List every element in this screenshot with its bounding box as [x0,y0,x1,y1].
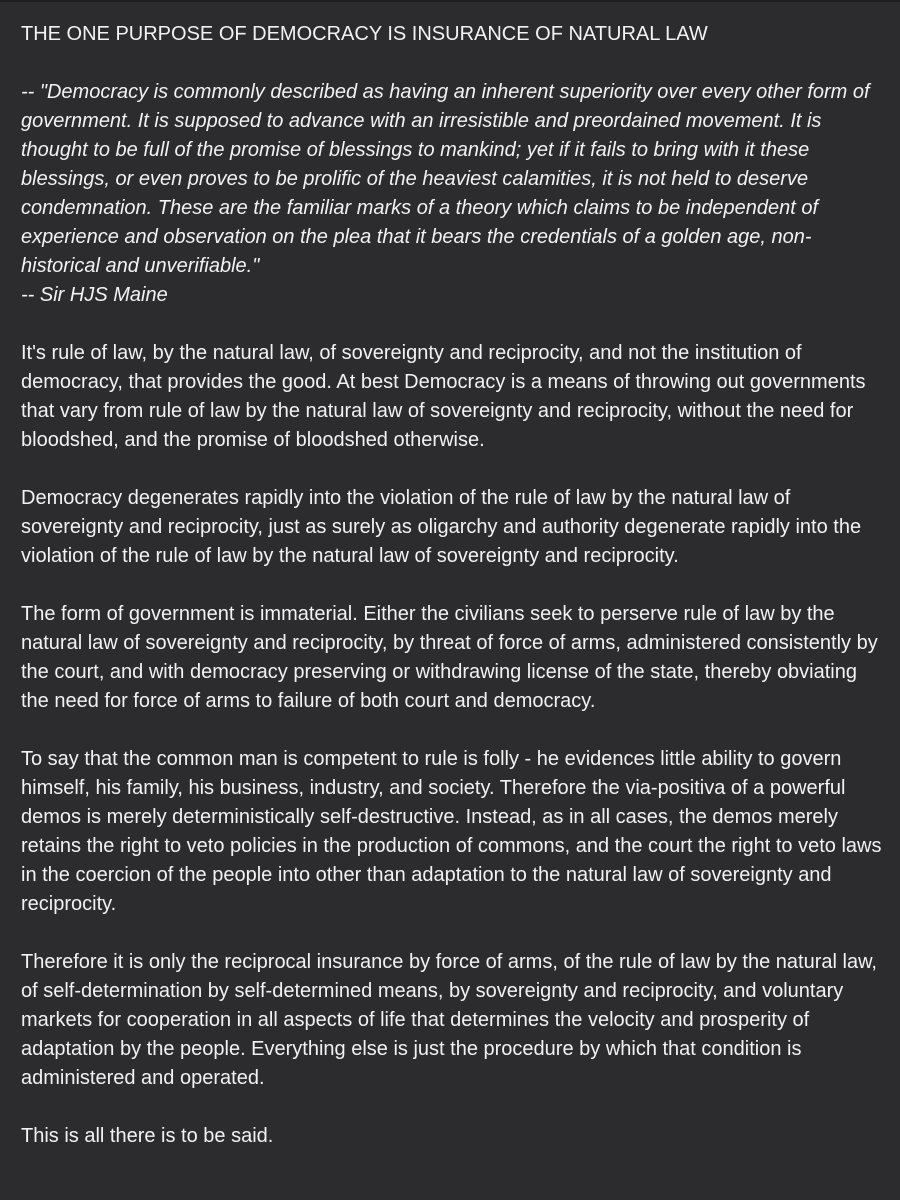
paragraph-1: It's rule of law, by the natural law, of sovereignty and reciprocity, and not the institution of democracy, that provides the good. At best Democracy is a means of throwing out governments that vary from rule of law by the natural law of sovereignty and reciprocity, without the need for bloodshed, and the promise of bloodshed otherwise. [21,342,866,451]
paragraph-5: Therefore it is only the reciprocal insurance by force of arms, of the rule of law by the natural law, of self-determination by self-determined means, by sovereignty and reciprocity, and voluntary markets for cooperation in all aspects of life that determines the velocity and prosperity of adaptation by the people. Everything else is just the procedure by which that condition is administered and operated. [21,951,877,1089]
paragraph-4: To say that the common man is competent to rule is folly - he evidences little ability to govern himself, his family, his business, industry, and society. Therefore the via-positiva of a powerful demos is merely deterministically self-destructive. Instead, as in all cases, the demos merely retains the right to veto policies in the production of commons, and the court the right to veto laws in the coercion of the people into other than adaptation to the natural law of sovereignty and reciprocity. [21,748,882,915]
quote-attribution: -- Sir HJS Maine [21,284,168,306]
post-title: THE ONE PURPOSE OF DEMOCRACY IS INSURANCE OF NATURAL LAW [21,23,708,45]
post-body [21,20,889,1180]
quote-text: -- "Democracy is commonly described as having an inherent superiority over every other form of government. It is supposed to advance with an irresistible and preordained movement. It is thought to be full of the promise of blessings to mankind; yet if it fails to bring with it these blessings, or even proves to be prolific of the heaviest calamities, it is not held to deserve condemnation. These are the familiar marks of a theory which claims to be independent of experience and observation on the plea that it bears the credentials of a golden age, non-historical and unverifiable." [21,81,870,277]
paragraph-6: This is all there is to be said. [21,1125,274,1147]
block-quote [21,78,889,310]
paragraph-3: The form of government is immaterial. Either the civilians seek to perserve rule of law by the natural law of sovereignty and reciprocity, by threat of force of arms, administered consistently by the court, and with democracy preserving or withdrawing license of the state, thereby obviating the need for force of arms to failure of both court and democracy. [21,603,878,712]
top-divider [0,0,900,2]
paragraph-2: Democracy degenerates rapidly into the violation of the rule of law by the natural law of sovereignty and reciprocity, just as surely as oligarchy and authority degenerate rapidly into the violation of the rule of law by the natural law of sovereignty and reciprocity. [21,487,862,567]
